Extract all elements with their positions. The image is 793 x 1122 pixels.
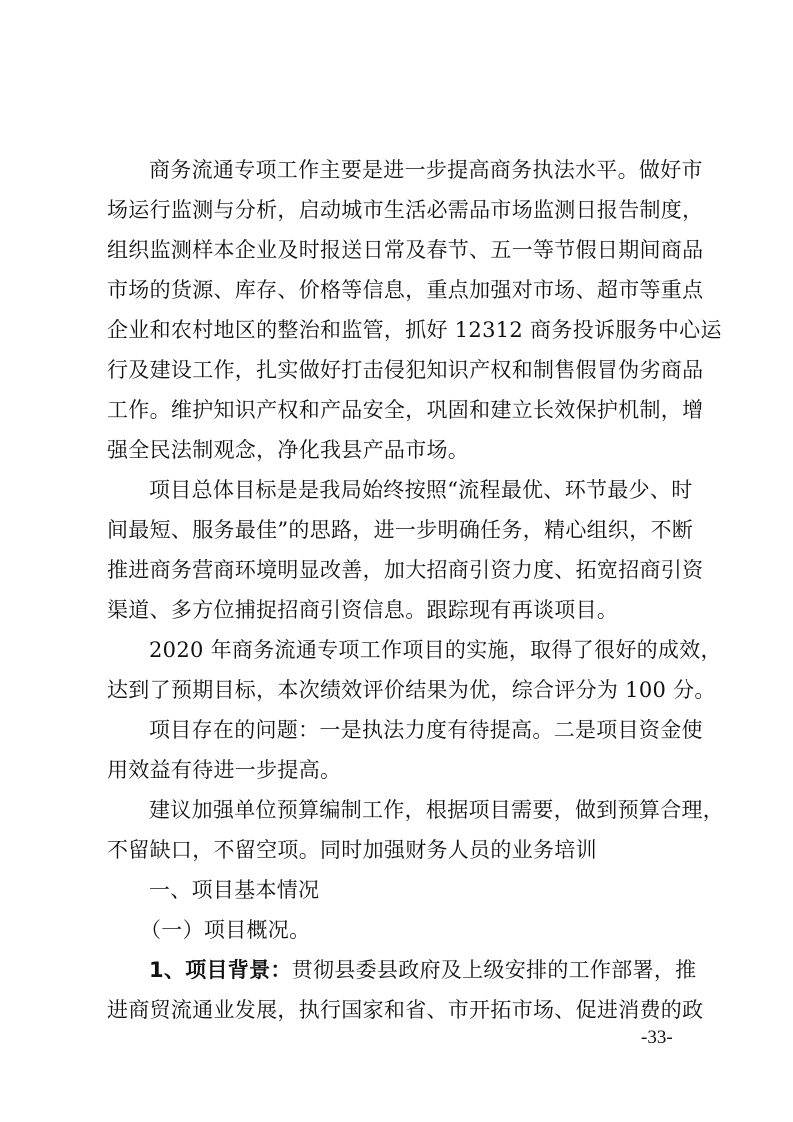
paragraph-2-line-4: 渠道、多方位捕捉招商引资信息。跟踪现有再谈项目。 — [107, 598, 619, 622]
paragraph-1-line-2: 场运行监测与分析，启动城市生活必需品市场监测日报告制度， — [107, 198, 704, 222]
paragraph-1-line-4: 市场的货源、库存、价格等信息，重点加强对市场、超市等重点 — [107, 278, 704, 302]
page-number: -33- — [641, 1027, 673, 1048]
paragraph-5-line-1: 建议加强单位预算编制工作，根据项目需要，做到预算合理， — [149, 798, 725, 822]
section-heading-1: 一、项目基本情况 — [149, 878, 320, 902]
paragraph-1-line-7: 工作。维护知识产权和产品安全，巩固和建立长效保护机制，增 — [107, 398, 704, 422]
project-background-label: 1、项目背景： — [149, 958, 292, 982]
paragraph-2-line-3: 推进商务营商环境明显改善，加大招商引资力度、拓宽招商引资 — [107, 558, 704, 582]
paragraph-4-line-1: 项目存在的问题：一是执法力度有待提高。二是项目资金使 — [149, 718, 703, 742]
paragraph-1-line-8: 强全民法制观念，净化我县产品市场。 — [107, 438, 470, 462]
paragraph-1-line-5: 企业和农村地区的整治和监管，抓好 12312 商务投诉服务中心运 — [107, 318, 722, 342]
paragraph-5-line-2: 不留缺口，不留空项。同时加强财务人员的业务培训 — [107, 838, 597, 862]
paragraph-1-line-3: 组织监测样本企业及时报送日常及春节、五一等节假日期间商品 — [107, 238, 704, 262]
project-background-text: 贯彻县委县政府及上级安排的工作部署，推 — [291, 958, 697, 982]
paragraph-3-line-2: 达到了预期目标，本次绩效评价结果为优，综合评分为 100 分。 — [107, 678, 716, 702]
paragraph-4-line-2: 用效益有待进一步提高。 — [107, 758, 342, 782]
paragraph-6-line-1 — [149, 956, 697, 984]
paragraph-6-line-2: 进商贸流通业发展，执行国家和省、市开拓市场、促进消费的政 — [107, 998, 704, 1022]
paragraph-2-line-1: 项目总体目标是是我局始终按照“流程最优、环节最少、时 — [149, 478, 693, 502]
paragraph-2-line-2: 间最短、服务最佳”的思路，进一步明确任务，精心组织，不断 — [107, 518, 694, 542]
paragraph-1-line-1: 商务流通专项工作主要是进一步提高商务执法水平。做好市 — [149, 158, 703, 182]
paragraph-3-line-1: 2020 年商务流通专项工作项目的实施，取得了很好的成效， — [149, 638, 722, 662]
paragraph-1-line-6: 行及建设工作，扎实做好打击侵犯知识产权和制售假冒伪劣商品 — [107, 358, 704, 382]
section-heading-2: （一）项目概况。 — [140, 918, 311, 942]
